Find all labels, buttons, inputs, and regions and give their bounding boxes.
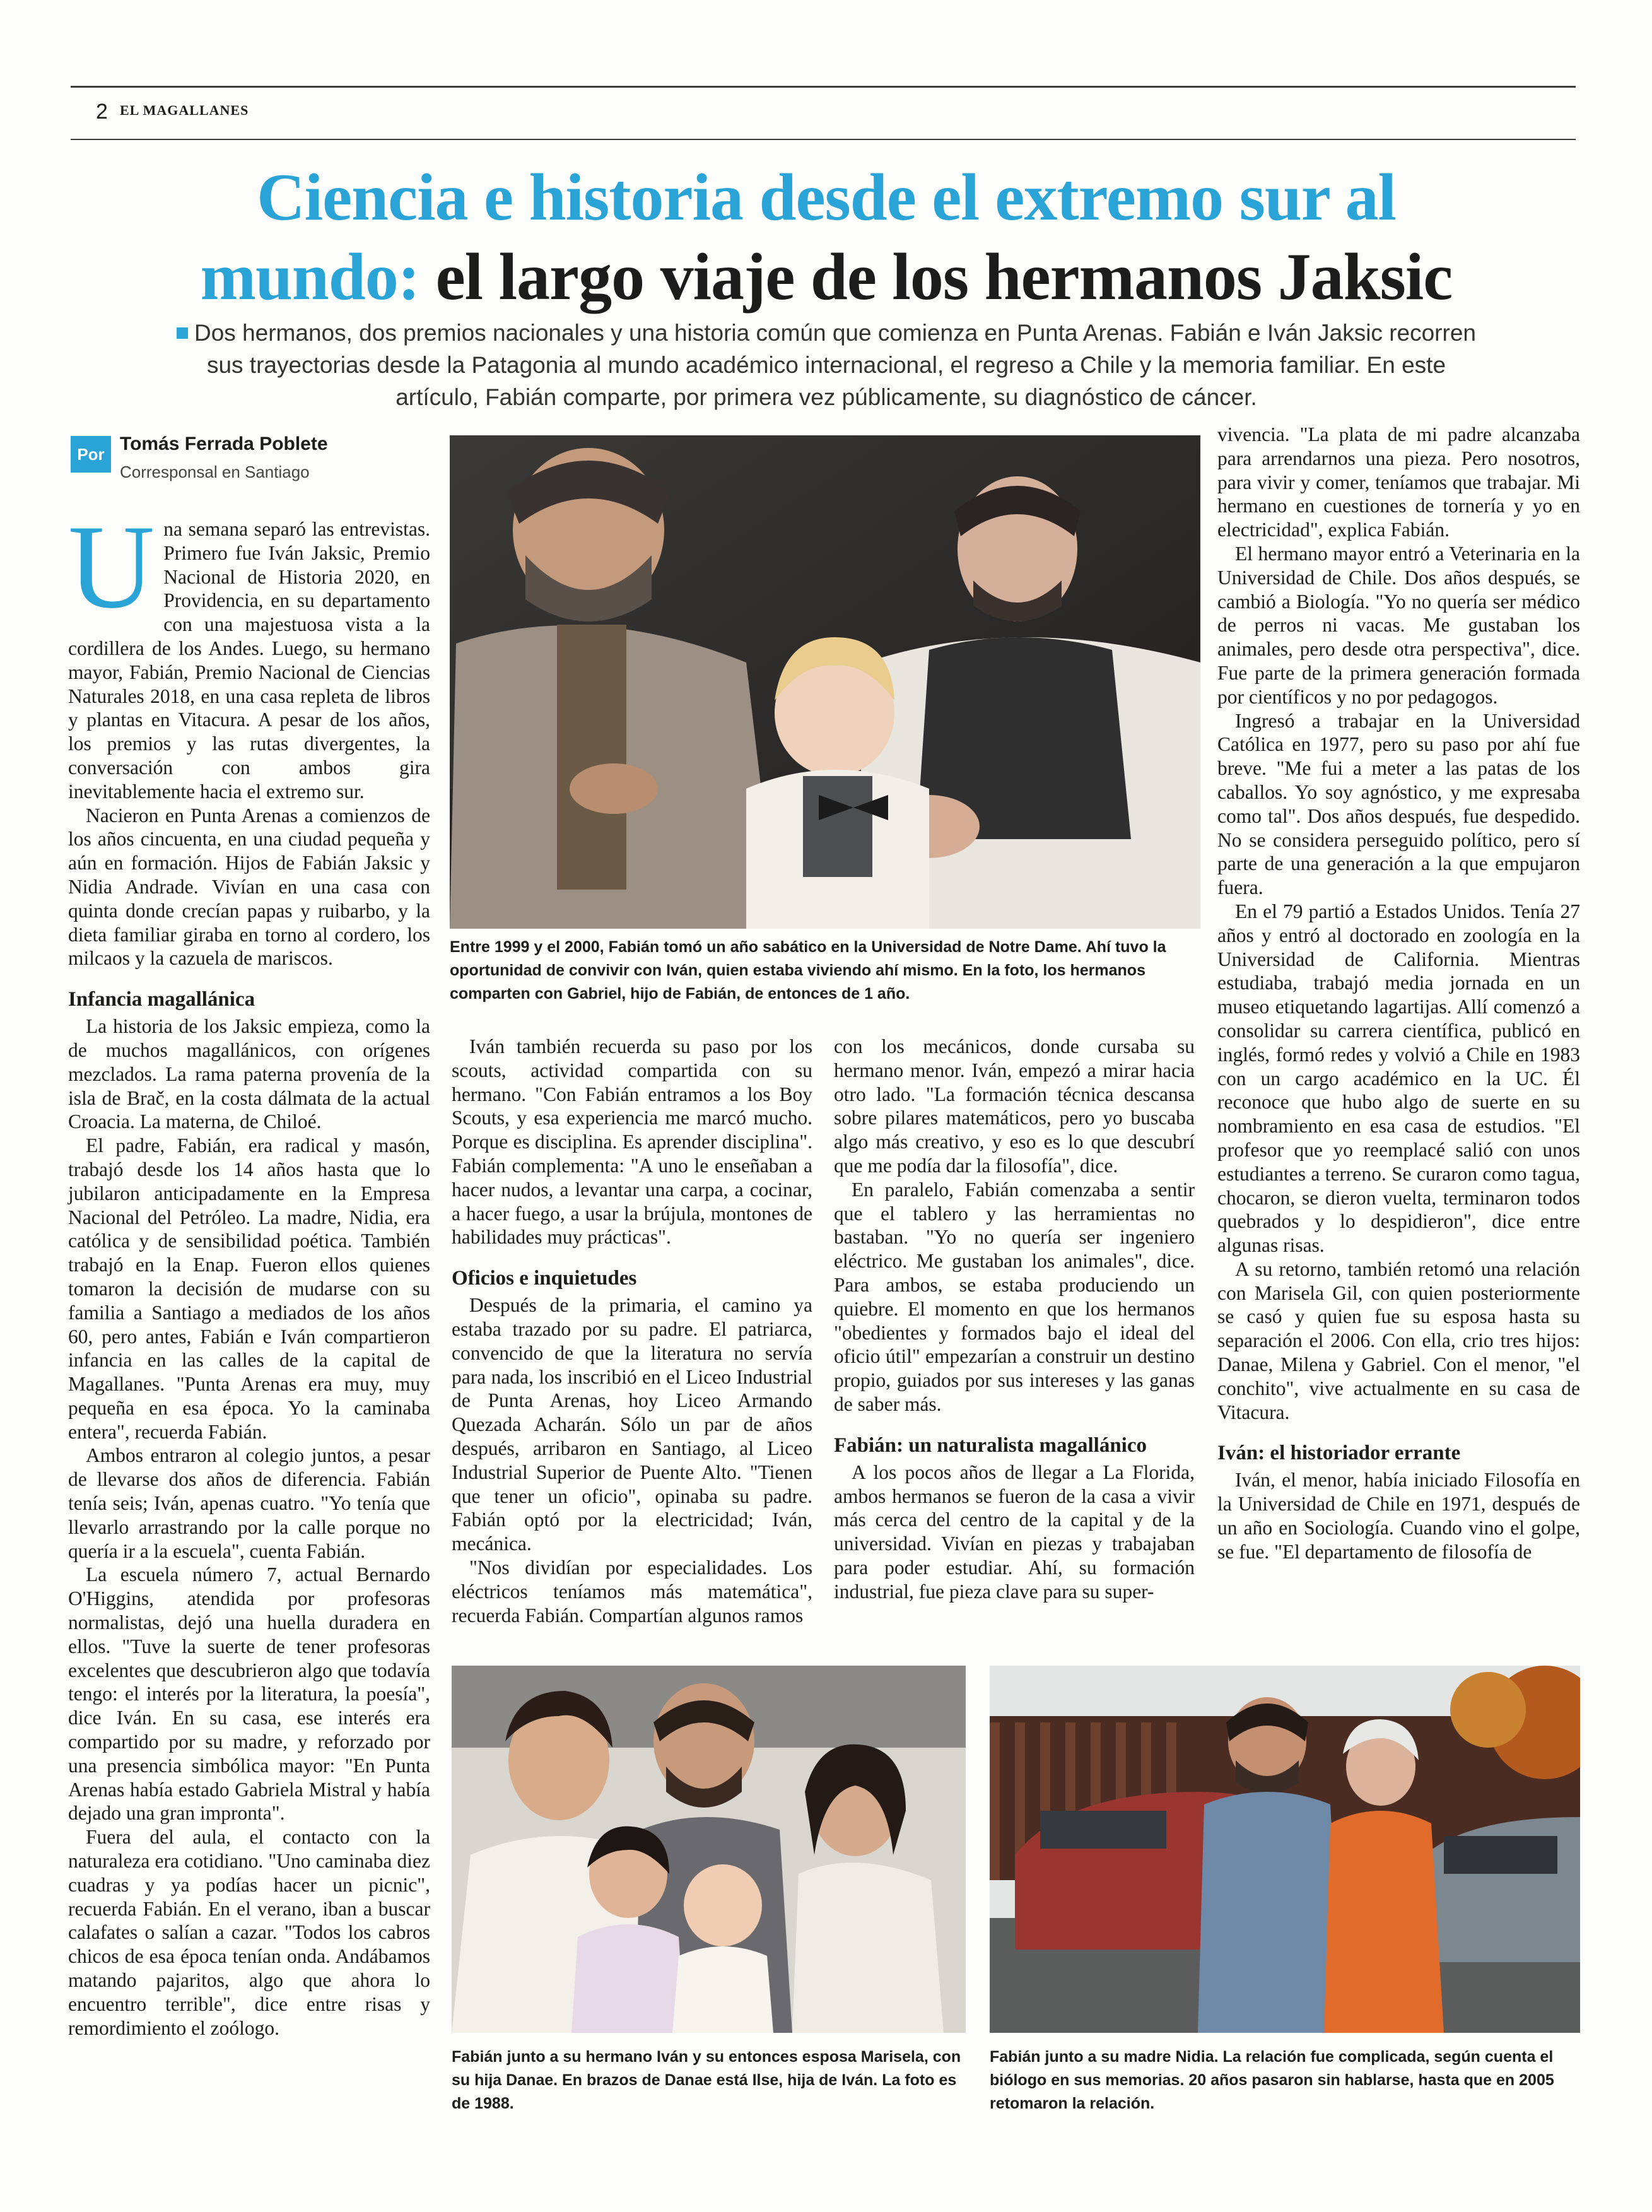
photo-brothers-with-gabriel-illustration — [450, 435, 1200, 929]
caption-bottom-left: Fabián junto a su hermano Iván y su entonces esposa Marisela, con su hija Danae. En brazos de Danae está Ilse, hija de Iván. La foto es de 1988. — [452, 2048, 961, 2112]
col2-paragraph: Iván también recuerda su paso por los scouts, actividad compartida con su hermano. "Con Fabián entramos a los Boy Scouts, y esa experiencia me marcó mucho. Porque es disciplina. Es aprender disciplina". Fabián complementa: "A uno le enseñaban a hacer nudos, a levantar una carpa, a cocinar, a hacer fuego, a usar la brújula, montones de habilidades muy prácticas". — [452, 1035, 812, 1249]
col4-paragraph: En el 79 partió a Estados Unidos. Tenía 27 años y entró al doctorado en zoología en la Universidad de California. Mientras estudiaba, trabajó media jornada en un museo etiquetando lagartijas. Allí comenzó a consolidar su carrera científica, publicó en inglés, formó redes y volvió a Chile en 1983 con un cargo académico en la UC. Él reconoce que hubo algo de suerte en su nombramiento en esa casa de estudios. "El profesor que yo reemplacé salió con unos estudiantes a terreno. Se curaron como tagua, chocaron, se dieron vuelta, terminaron todos quebrados y lo despidieron", dice entre algunas risas. — [1217, 900, 1580, 1257]
col3-paragraph: con los mecánicos, donde cursaba su hermano menor. Iván, empezó a mirar hacia otro lado. "La formación técnica descansa sobre pilares matemáticos, pero yo buscaba algo más creativo, y eso es lo que descubrí que me podía dar la filosofía", dice. — [834, 1035, 1195, 1177]
col1-paragraph: na semana separó las entrevistas. Primero fue Iván Jaksic, Premio Nacional de Historia 2020, en Providencia, en su departamento con una majestuosa vista a la cordillera de los Andes. Luego, su hermano mayor, Fabián, Premio Nacional de Ciencias Naturales 2018, en una casa repleta de libros y plantas en Vitacura. A pesar de los años, los premios y las rutas divergentes, la conversación con ambos gira inevitablemente hacia el extremo sur. — [68, 518, 430, 803]
header-rule-top — [71, 86, 1576, 88]
headline — [95, 158, 1558, 317]
col2-paragraph: "Nos dividían por especialidades. Los eléctricos teníamos más matemática", recuerda Fabián. Compartían algunos ramos — [452, 1556, 812, 1627]
caption-bottom-right: Fabián junto a su madre Nidia. La relación fue complicada, según cuenta el biólogo en sus memorias. 20 años pasaron sin hablarse, hasta que en 2005 retomaron la relación. — [990, 2048, 1554, 2112]
section-heading-fabian: Fabián: un naturalista magallánico — [834, 1433, 1147, 1457]
column-3 — [834, 1035, 1195, 1604]
col1-paragraph: El padre, Fabián, era radical y masón, trabajó desde los 14 años hasta que lo jubilaron anticipadamente en la Empresa Nacional del Petróleo. La madre, Nidia, era católica y de sensibilidad poética. También trabajó en la Enap. Fueron ellos quienes tomaron la decisión de mudarse con su familia a Santiago a mediados de los años 60, pero antes, Fabián e Iván compartieron infancia en las calles de la capital de Magallanes. "Punta Arenas era muy, muy pequeña en esa época. Yo la caminaba entera", recuerda Fabián. — [68, 1134, 430, 1443]
col1-paragraph: Fuera del aula, el contacto con la naturaleza era cotidiano. "Uno caminaba diez cuadras y ya podías hacer un picnic", recuerda Fabián. En el verano, iban a buscar calafates o salían a cazar. "Todos los cabros chicos de esa época tenían onda. Andábamos matando pajaritos, algo que ahora lo encuentro terrible", dice entre risas y remordimiento el zoólogo. — [68, 1826, 430, 2039]
photo-fabian-and-nidia-illustration — [990, 1666, 1580, 2033]
deck-text: Dos hermanos, dos premios nacionales y una historia común que comienza en Punta Arenas. Fabián e Iván Jaksic recorren sus trayectorias desde la Patagonia al mundo académico internacional, el regreso a Chile y la memoria familiar. En este artículo, Fabián comparte, por primera vez públicamente, su diagnóstico de cáncer. — [194, 320, 1476, 410]
page-number: 2 — [96, 100, 108, 124]
col4-paragraph: vivencia. "La plata de mi padre alcanzaba para arrendarnos una pieza. Pero nosotros, para vivir y comer, teníamos que trabajar. Mi hermano en cuestiones de tornería y yo en electricidad", explica Fabián. — [1217, 423, 1580, 541]
column-2 — [452, 1035, 812, 1627]
col4-paragraph: Iván, el menor, había iniciado Filosofía en la Universidad de Chile en 1971, después de un año en Sociología. Cuando vino el golpe, se fue. "El departamento de filosofía de — [1217, 1469, 1580, 1563]
deck-square-icon — [177, 327, 188, 339]
headline-line2-rest: el largo viaje de los hermanos Jaksic — [419, 240, 1453, 314]
publication-name: EL MAGALLANES — [120, 102, 249, 118]
col1-paragraph: Nacieron en Punta Arenas a comienzos de los años cincuenta, en una ciudad pequeña y aún en formación. Hijos de Fabián Jaksic y Nidia Andrade. Vivían en una casa con quinta donde crecían papas y ruibarbo, y la dieta familiar giraba en torno al cordero, los milcaos y la cazuela de mariscos. — [68, 804, 430, 970]
headline-line2-accent: mundo: — [200, 240, 420, 314]
col1-paragraph: La escuela número 7, actual Bernardo O'Higgins, atendida por profesoras normalistas, dejó una huella duradera en ellos. "Tuve la suerte de tener profesoras excelentes que descubrieron algo que todavía tengo: el interés por la literatura, la poesía", dice Iván. En su casa, ese interés era compartido por su madre, y reforzado por una presencia simbólica mayor: "En Punta Arenas había estado Gabriela Mistral y había dejado una gran impronta". — [68, 1563, 430, 1825]
col4-paragraph: Ingresó a trabajar en la Universidad Católica en 1977, pero su paso por ahí fue breve. "Me fui a meter a las patas de los caballos. Yo soy agnóstico, y me expresaba como tal". Dos años después, fue despedido. No se considera perseguido político, pero sí parte de una generación a la que empujaron fuera. — [1217, 709, 1580, 899]
section-heading-infancia: Infancia magallánica — [68, 988, 255, 1011]
col1-paragraph: La historia de los Jaksic empieza, como la de muchos magallánicos, con orígenes mezclados. La rama paterna provenía de la isla de Brač, en la costa dálmata de la actual Croacia. La materna, de Chiloé. — [68, 1015, 430, 1133]
dropcap: U — [68, 501, 155, 633]
headline-line1: Ciencia e historia desde el extremo sur al — [257, 160, 1396, 234]
photo-family-1988 — [452, 1666, 966, 2033]
caption-top-photo: Entre 1999 y el 2000, Fabián tomó un año sabático en la Universidad de Notre Dame. Ahí tuvo la oportunidad de convivir con Iván, quien estaba viviendo ahí mismo. En la foto, los hermanos comparten con Gabriel, hijo de Fabián, de entonces de 1 año. — [450, 938, 1166, 1003]
col2-paragraph: Después de la primaria, el camino ya estaba trazado por su padre. El patriarca, convencido de que la literatura no servía para nada, los inscribió en el Liceo Industrial de Punta Arenas, hoy Liceo Armando Quezada Acharán. Sólo un par de años después, arribaron en Santiago, al Liceo Industrial Superior de Puente Alto. "Tienen que tener un oficio", opinaba su padre. Fabián optó por la electricidad; Iván, mecánica. — [452, 1294, 812, 1555]
byline-role: Corresponsal en Santiago — [120, 462, 310, 481]
col4-paragraph: El hermano mayor entró a Veterinaria en la Universidad de Chile. Dos años después, se cambió a Biología. "Yo no quería ser médico de perros ni vacas. Me gustaban los animales, pero desde otra perspectiva", dice. Fue parte de la primera generación formada por científicos y no por pedagogos. — [1217, 542, 1580, 708]
section-heading-ivan: Iván: el historiador errante — [1217, 1442, 1461, 1465]
col4-paragraph: A su retorno, también retomó una relación con Marisela Gil, con quien posteriormente se casó y quien fue su esposa hasta su separación el 2006. Con ella, crio tres hijos: Danae, Milena y Gabriel. Con el menor, "el conchito", vive actualmente en su casa de Vitacura. — [1217, 1257, 1580, 1423]
col3-paragraph: En paralelo, Fabián comenzaba a sentir que el tablero y las herramientas no bastaban. "Yo no quería ser ingeniero eléctrico. Me gustaban los animales", dice. Para ambos, se estaba produciendo un quiebre. El momento en que los hermanos "obedientes y formados bajo el ideal del oficio útil" empezarían a construir un destino propio, guiados por sus intereses y las ganas de saber más. — [834, 1178, 1195, 1415]
byline-tag: Por — [71, 436, 111, 473]
column-1 — [68, 501, 430, 2040]
byline-author: Tomás Ferrada Poblete — [120, 433, 328, 454]
col1-paragraph: Ambos entraron al colegio juntos, a pesar de llevarse dos años de diferencia. Fabián tenía seis; Iván, apenas cuatro. "Yo tenía que llevarlo arrastrando por la calle porque no quería ir a la escuela", cuenta Fabián. — [68, 1444, 430, 1562]
photo-brothers-with-gabriel — [450, 435, 1200, 929]
header-rule-bottom — [71, 139, 1576, 140]
article-deck — [164, 317, 1489, 413]
section-heading-oficios: Oficios e inquietudes — [452, 1267, 637, 1290]
photo-family-1988-illustration — [452, 1666, 966, 2033]
column-4 — [1217, 423, 1580, 1564]
photo-fabian-and-nidia — [990, 1666, 1580, 2033]
col3-paragraph: A los pocos años de llegar a La Florida, ambos hermanos se fueron de la casa a vivir más cerca del centro de la capital y de la universidad. Vivían en piezas y trabajaban para poder estudiar. Ahí, su formación industrial, fue pieza clave para su super- — [834, 1461, 1195, 1603]
